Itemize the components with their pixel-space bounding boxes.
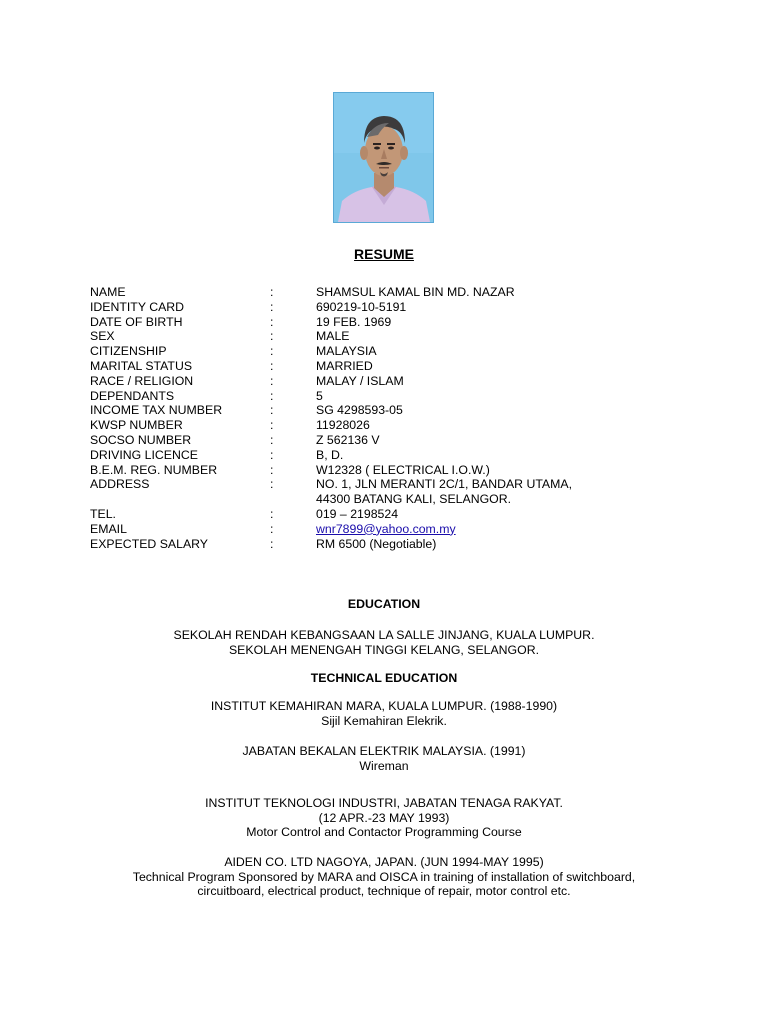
- detail-value: 19 FEB. 1969: [316, 314, 392, 329]
- technical-entry-line: JABATAN BEKALAN ELEKTRIK MALAYSIA. (1991): [242, 744, 526, 758]
- detail-label: DATE OF BIRTH: [90, 314, 183, 329]
- detail-value: 11928026: [316, 418, 370, 433]
- detail-value: W12328 ( ELECTRICAL I.O.W.): [316, 462, 490, 477]
- technical-entry-line: INSTITUT KEMAHIRAN MARA, KUALA LUMPUR. (1988-1990): [210, 699, 558, 713]
- detail-label: KWSP NUMBER: [90, 418, 183, 433]
- detail-colon: :: [270, 388, 274, 403]
- email-link[interactable]: wnr7899@yahoo.com.my: [316, 521, 456, 536]
- detail-colon: :: [270, 506, 274, 521]
- detail-label: B.E.M. REG. NUMBER: [90, 462, 218, 477]
- portrait-photo: [333, 92, 434, 223]
- technical-entry-line: AIDEN CO. LTD NAGOYA, JAPAN. (JUN 1994-MAY 1995): [224, 855, 544, 869]
- detail-colon: :: [270, 477, 274, 492]
- detail-row-date-of-birth: [90, 315, 690, 330]
- detail-value: MARRIED: [316, 358, 373, 373]
- detail-value: SHAMSUL KAMAL BIN MD. NAZAR: [316, 285, 515, 299]
- detail-colon: :: [270, 462, 274, 477]
- detail-row-marital-status: [90, 359, 690, 374]
- detail-row-kwsp-number: [90, 418, 690, 433]
- detail-label: EXPECTED SALARY: [90, 536, 209, 551]
- detail-value: MALE: [316, 329, 350, 344]
- detail-value: MALAY / ISLAM: [316, 373, 404, 388]
- detail-row-name: [90, 285, 690, 300]
- detail-colon: :: [270, 447, 274, 462]
- education-heading: EDUCATION: [347, 597, 421, 611]
- detail-label: INCOME TAX NUMBER: [90, 403, 223, 418]
- detail-colon: :: [270, 344, 274, 359]
- technical-entry-line: Wireman: [359, 758, 409, 773]
- detail-label: TEL.: [90, 506, 116, 521]
- detail-colon: :: [270, 329, 274, 344]
- detail-label: ADDRESS: [90, 477, 150, 492]
- technical-entry: [40, 855, 728, 899]
- detail-colon: :: [270, 314, 274, 329]
- education-line: SEKOLAH RENDAH KEBANGSAAN LA SALLE JINJANG, KUALA LUMPUR.: [173, 628, 595, 642]
- technical-education-section: [40, 671, 728, 686]
- technical-entry-line: Sijil Kemahiran Elekrik.: [321, 713, 447, 728]
- technical-entry-line: Motor Control and Contactor Programming Course: [246, 825, 522, 840]
- education-line: SEKOLAH MENENGAH TINGGI KELANG, SELANGOR.: [228, 642, 539, 657]
- detail-row-socso-number: [90, 433, 690, 448]
- detail-colon: :: [270, 536, 274, 551]
- detail-label: DEPENDANTS: [90, 388, 175, 403]
- technical-education-heading: TECHNICAL EDUCATION: [310, 671, 458, 685]
- detail-row-email: [90, 522, 690, 537]
- education-list: [40, 628, 728, 657]
- technical-entry-line: Technical Program Sponsored by MARA and OISCA in training of installation of switchboard,: [132, 869, 636, 884]
- education-section: [40, 597, 728, 612]
- detail-row-expected-salary: [90, 537, 690, 552]
- detail-label: NAME: [90, 285, 126, 299]
- personal-details: [90, 285, 690, 551]
- detail-value: 690219-10-5191: [316, 299, 407, 314]
- detail-value: RM 6500 (Negotiable): [316, 536, 437, 551]
- technical-entry-line: (12 APR.-23 MAY 1993): [318, 810, 450, 825]
- detail-colon: :: [270, 418, 274, 433]
- detail-colon: :: [270, 403, 274, 418]
- detail-row-driving-licence: [90, 448, 690, 463]
- detail-row-address: [90, 477, 690, 507]
- detail-colon: :: [270, 358, 274, 373]
- detail-row-citizenship: [90, 344, 690, 359]
- detail-row-income-tax-number: [90, 403, 690, 418]
- detail-value: 019 – 2198524: [316, 506, 399, 521]
- detail-label: DRIVING LICENCE: [90, 447, 198, 462]
- technical-entry-line: INSTITUT TEKNOLOGI INDUSTRI, JABATAN TENAGA RAKYAT.: [205, 796, 563, 810]
- detail-colon: :: [270, 373, 274, 388]
- address-line-2: 44300 BATANG KALI, SELANGOR.: [316, 492, 512, 507]
- detail-label: MARITAL STATUS: [90, 358, 193, 373]
- technical-entry: [40, 699, 728, 728]
- resume-title: RESUME: [354, 246, 414, 262]
- detail-label: RACE / RELIGION: [90, 373, 194, 388]
- detail-value: B, D.: [316, 447, 344, 462]
- detail-row-race-religion: [90, 374, 690, 389]
- detail-row-tel: [90, 507, 690, 522]
- detail-value: [316, 477, 572, 507]
- detail-label: CITIZENSHIP: [90, 344, 167, 359]
- detail-value: MALAYSIA: [316, 344, 377, 359]
- detail-colon: :: [270, 521, 274, 536]
- detail-label: IDENTITY CARD: [90, 299, 185, 314]
- detail-label: EMAIL: [90, 521, 127, 536]
- technical-entry-line: circuitboard, electrical product, technique of repair, motor control etc.: [197, 884, 571, 899]
- detail-colon: :: [270, 285, 274, 299]
- detail-row-identity-card: [90, 300, 690, 315]
- detail-colon: :: [270, 432, 274, 447]
- detail-colon: :: [270, 299, 274, 314]
- detail-row-sex: [90, 329, 690, 344]
- detail-label: SOCSO NUMBER: [90, 432, 192, 447]
- detail-row-bem-reg-number: [90, 463, 690, 478]
- address-line-1: NO. 1, JLN MERANTI 2C/1, BANDAR UTAMA,: [316, 477, 573, 492]
- portrait-illustration: [334, 93, 433, 222]
- detail-row-dependants: [90, 389, 690, 404]
- detail-value: 5: [316, 388, 323, 403]
- detail-label: SEX: [90, 329, 115, 344]
- technical-entry: [40, 796, 728, 840]
- detail-value: SG 4298593-05: [316, 403, 403, 418]
- detail-value: Z 562136 V: [316, 432, 380, 447]
- detail-value: [316, 522, 456, 537]
- technical-entry: [40, 744, 728, 773]
